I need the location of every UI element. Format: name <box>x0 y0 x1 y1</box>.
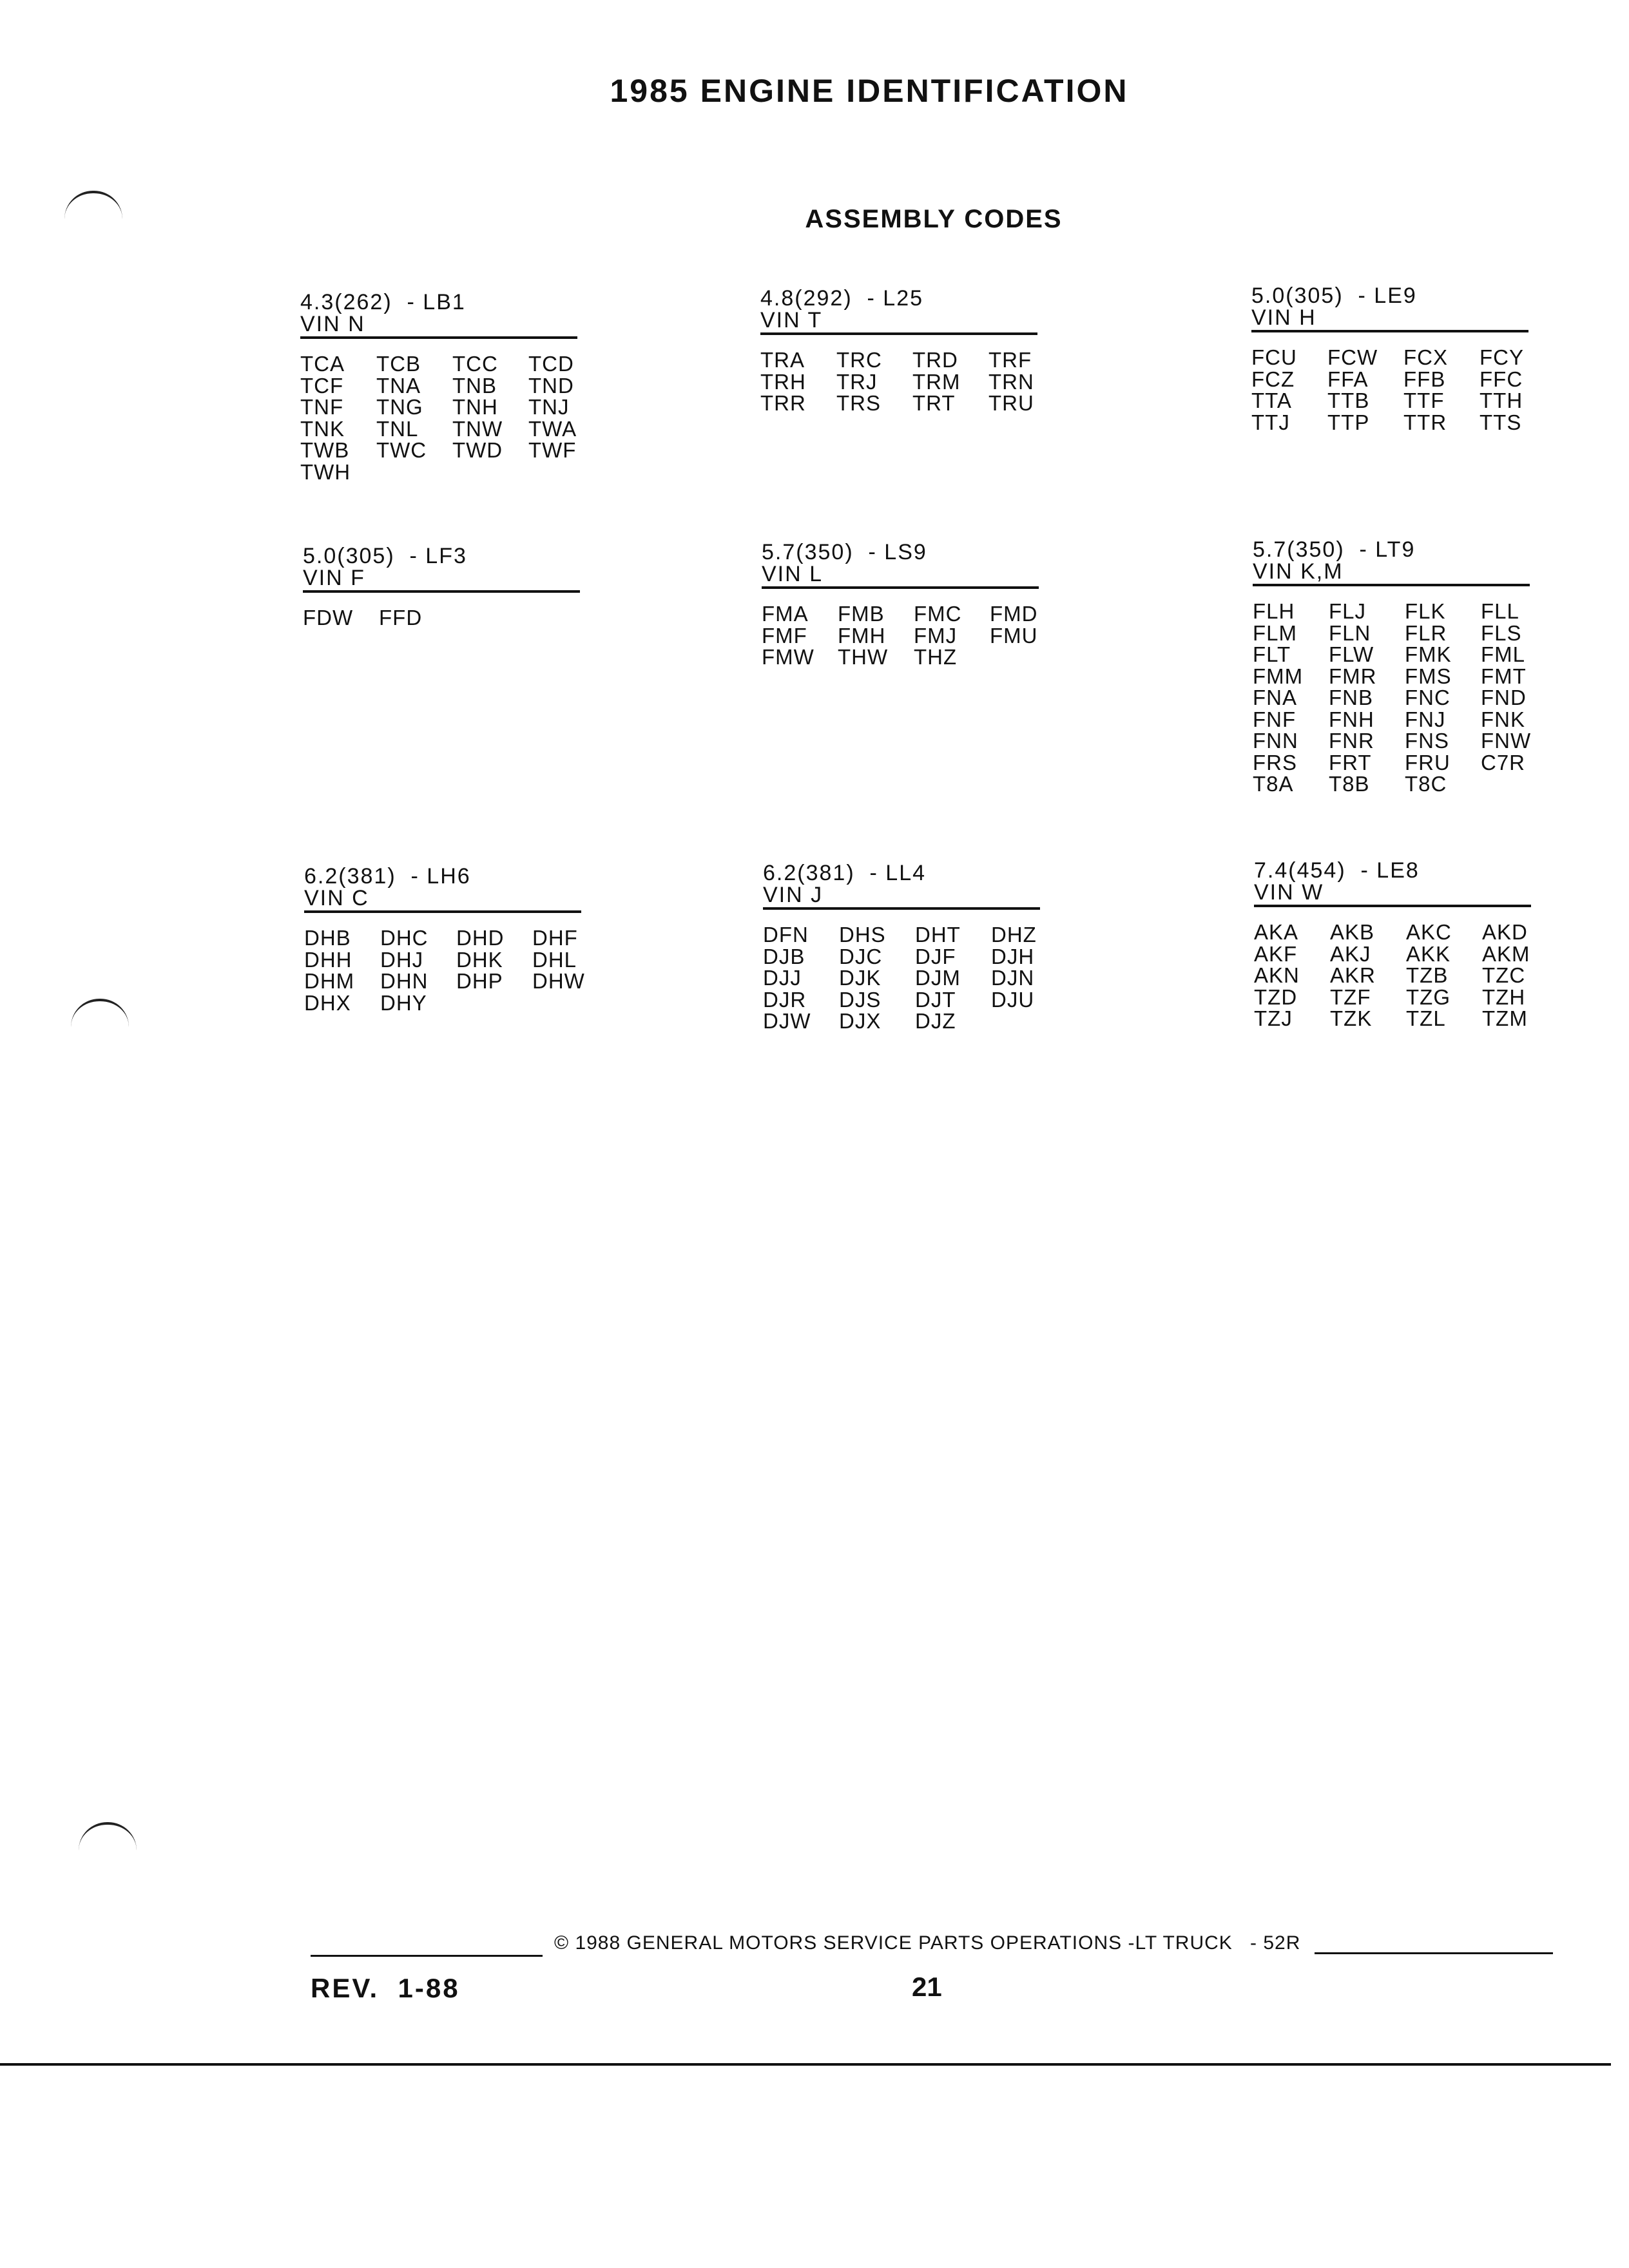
assembly-code: TCD <box>528 352 574 376</box>
assembly-code: TRA <box>760 348 805 372</box>
assembly-code: FDW <box>303 606 354 629</box>
assembly-code: TNG <box>376 395 423 419</box>
assembly-code: TTJ <box>1251 410 1290 434</box>
assembly-code: DHL <box>532 947 577 972</box>
assembly-code: T8B <box>1329 772 1370 796</box>
binder-hole-mark <box>79 1822 137 1850</box>
assembly-code: DHZ <box>991 923 1037 947</box>
assembly-code: FMH <box>838 623 886 648</box>
assembly-code: TNF <box>300 395 344 419</box>
binder-hole-mark <box>64 191 122 219</box>
assembly-code: TNB <box>452 373 497 398</box>
assembly-code: DJC <box>839 944 883 968</box>
assembly-code: TRD <box>912 348 958 372</box>
assembly-code: TZM <box>1482 1006 1528 1030</box>
assembly-code: TRM <box>912 369 961 394</box>
engine-heading: 7.4(454) - LE8 <box>1254 858 1420 883</box>
assembly-code: TRH <box>760 369 806 394</box>
assembly-code: DHC <box>380 926 429 950</box>
assembly-code: FNW <box>1481 729 1532 753</box>
assembly-code: DJJ <box>763 966 802 990</box>
assembly-code: FRU <box>1405 750 1451 774</box>
engine-heading: 5.7(350) - LT9 <box>1253 537 1416 562</box>
assembly-code: TNJ <box>528 395 570 419</box>
footer-rule-left <box>311 1955 543 1957</box>
assembly-code: THZ <box>914 645 958 669</box>
assembly-code: FRT <box>1329 750 1372 774</box>
assembly-code: TCA <box>300 352 345 376</box>
assembly-code: TZB <box>1406 963 1449 987</box>
assembly-code: DHH <box>304 947 352 972</box>
assembly-code: TND <box>528 373 574 398</box>
assembly-code: FNF <box>1253 707 1296 731</box>
assembly-code: TRC <box>836 348 882 372</box>
assembly-code: FND <box>1481 686 1527 709</box>
engine-vin: VIN C <box>304 886 369 910</box>
assembly-code: AKD <box>1482 920 1528 944</box>
assembly-code: TTR <box>1403 410 1447 434</box>
heading-rule <box>763 907 1040 910</box>
assembly-code: DJU <box>991 987 1035 1012</box>
assembly-code: FFC <box>1480 367 1523 391</box>
engine-block-lb1 <box>300 291 577 483</box>
assembly-code: TNK <box>300 416 345 441</box>
assembly-code: TNL <box>376 416 419 441</box>
engine-block-ls9 <box>762 541 1039 668</box>
footer-rule-right <box>1315 1952 1553 1954</box>
assembly-code: C7R <box>1481 750 1526 774</box>
engine-heading: 5.7(350) - LS9 <box>762 540 927 564</box>
heading-rule <box>760 332 1037 335</box>
assembly-code: AKR <box>1330 963 1376 987</box>
assembly-code: TWH <box>300 459 351 484</box>
assembly-code: DHY <box>380 990 427 1015</box>
assembly-code: DHW <box>532 969 585 993</box>
assembly-code: FMC <box>914 602 962 626</box>
assembly-code: TTS <box>1480 410 1522 434</box>
engine-heading: 4.8(292) - L25 <box>760 286 924 311</box>
assembly-code: FMS <box>1405 664 1452 688</box>
assembly-code: TRU <box>988 391 1034 415</box>
engine-heading: 5.0(305) - LE9 <box>1251 284 1417 308</box>
assembly-code: FNS <box>1405 729 1449 753</box>
page-title: 1985 ENGINE IDENTIFICATION <box>610 73 1129 109</box>
engine-vin: VIN L <box>762 562 824 586</box>
assembly-code: TZH <box>1482 985 1526 1009</box>
assembly-code: TTP <box>1327 410 1370 434</box>
assembly-code: TRT <box>912 391 956 415</box>
assembly-code: FCW <box>1327 345 1378 369</box>
assembly-code: FNK <box>1481 707 1525 731</box>
assembly-code: T8A <box>1253 772 1294 796</box>
assembly-code: TTF <box>1403 389 1445 412</box>
assembly-code: DJN <box>991 966 1035 990</box>
assembly-code: FFD <box>379 606 423 629</box>
engine-vin: VIN N <box>300 312 365 336</box>
assembly-code: DHS <box>839 923 886 947</box>
assembly-code: AKF <box>1254 941 1298 966</box>
engine-vin: VIN T <box>760 308 823 332</box>
assembly-code-list <box>300 353 577 483</box>
assembly-code: FMT <box>1481 664 1527 688</box>
binder-hole-mark <box>71 999 129 1027</box>
assembly-code: FNH <box>1329 707 1374 731</box>
assembly-code: FLT <box>1253 642 1291 666</box>
heading-rule <box>762 586 1039 589</box>
assembly-code: FCU <box>1251 345 1297 369</box>
heading-rule <box>300 336 577 339</box>
assembly-code: FLJ <box>1329 599 1367 623</box>
assembly-code: FLR <box>1405 620 1447 645</box>
assembly-code: TNH <box>452 395 498 419</box>
assembly-code: FMB <box>838 602 885 626</box>
assembly-code: AKN <box>1254 963 1300 987</box>
assembly-code: FNB <box>1329 686 1373 709</box>
assembly-code: FLK <box>1405 599 1446 623</box>
engine-block-lh6 <box>304 864 585 1015</box>
assembly-code: DJX <box>839 1009 882 1033</box>
assembly-code: TZK <box>1330 1006 1373 1030</box>
assembly-code: FRS <box>1253 750 1297 774</box>
assembly-code: TRJ <box>836 369 878 394</box>
assembly-code-list <box>1254 921 1531 1030</box>
assembly-code: TWB <box>300 438 350 462</box>
assembly-code: TWA <box>528 416 577 441</box>
assembly-code-list <box>1253 601 1530 795</box>
engine-block-ll4 <box>763 862 1040 1032</box>
assembly-code: TCF <box>300 373 344 398</box>
assembly-code: FMF <box>762 623 807 648</box>
assembly-code: DJW <box>763 1009 811 1033</box>
assembly-code: DJR <box>763 987 807 1012</box>
assembly-code: TZC <box>1482 963 1526 987</box>
assembly-code-list <box>304 926 585 1015</box>
assembly-code-list <box>1251 347 1528 433</box>
footer-copyright: © 1988 GENERAL MOTORS SERVICE PARTS OPERATIONS -LT TRUCK <box>554 1932 1233 1954</box>
engine-block-le8 <box>1254 860 1531 1030</box>
engine-vin: VIN W <box>1254 880 1324 905</box>
assembly-code: FMK <box>1405 642 1452 666</box>
assembly-code: FNR <box>1329 729 1374 753</box>
heading-rule <box>1253 584 1530 586</box>
assembly-code: DJF <box>915 944 956 968</box>
assembly-code: TWD <box>452 438 503 462</box>
engine-vin: VIN H <box>1251 305 1316 330</box>
assembly-code: T8C <box>1405 772 1447 796</box>
assembly-code: DJS <box>839 987 882 1012</box>
assembly-code: FCY <box>1480 345 1524 369</box>
engine-heading: 6.2(381) - LL4 <box>763 861 927 885</box>
assembly-code-list <box>760 349 1037 414</box>
engine-block-le9 <box>1251 285 1528 433</box>
assembly-code: AKC <box>1406 920 1452 944</box>
assembly-code: DFN <box>763 923 809 947</box>
assembly-code: DHD <box>456 926 505 950</box>
assembly-code: FCX <box>1403 345 1448 369</box>
assembly-code: FMA <box>762 602 809 626</box>
assembly-code: DJK <box>839 966 882 990</box>
assembly-code: AKB <box>1330 920 1375 944</box>
engine-vin: VIN F <box>303 566 365 590</box>
assembly-code: AKK <box>1406 941 1451 966</box>
assembly-code: TRF <box>988 348 1032 372</box>
assembly-code: FNJ <box>1405 707 1446 731</box>
assembly-code: TTH <box>1480 389 1523 412</box>
section-subtitle: ASSEMBLY CODES <box>805 205 1063 233</box>
footer-code: - 52R <box>1250 1932 1301 1954</box>
assembly-code: DJT <box>915 987 956 1012</box>
assembly-code: TTB <box>1327 389 1370 412</box>
assembly-code: TZG <box>1406 985 1451 1009</box>
assembly-code: TWF <box>528 438 577 462</box>
assembly-code: DHJ <box>380 947 424 972</box>
assembly-code: TCC <box>452 352 498 376</box>
assembly-code: FLH <box>1253 599 1295 623</box>
assembly-code: AKM <box>1482 941 1530 966</box>
engine-vin: VIN K,M <box>1253 559 1344 584</box>
engine-block-lf3 <box>303 545 580 629</box>
engine-block-l25 <box>760 287 1037 414</box>
assembly-code: DHT <box>915 923 961 947</box>
assembly-code: FMM <box>1253 664 1304 688</box>
heading-rule <box>303 590 580 593</box>
heading-rule <box>1251 330 1528 332</box>
assembly-code: FLW <box>1329 642 1374 666</box>
assembly-code: DJM <box>915 966 961 990</box>
heading-rule <box>304 910 581 913</box>
assembly-code: AKA <box>1254 920 1299 944</box>
assembly-code: FNN <box>1253 729 1298 753</box>
assembly-code: TZJ <box>1254 1006 1293 1030</box>
assembly-code: TZD <box>1254 985 1298 1009</box>
assembly-code: FML <box>1481 642 1525 666</box>
assembly-code: FMU <box>990 623 1038 648</box>
assembly-code: FNC <box>1405 686 1451 709</box>
revision-label: REV. 1-88 <box>311 1973 460 2003</box>
assembly-code: TRR <box>760 391 806 415</box>
assembly-code: FLM <box>1253 620 1297 645</box>
page-bottom-rule <box>0 2063 1611 2066</box>
assembly-code: FMW <box>762 645 815 669</box>
assembly-code: TTA <box>1251 389 1292 412</box>
assembly-code: FCZ <box>1251 367 1295 391</box>
assembly-code: FMD <box>990 602 1038 626</box>
assembly-code: DJZ <box>915 1009 956 1033</box>
assembly-code: DHP <box>456 969 503 993</box>
assembly-code: TCB <box>376 352 421 376</box>
assembly-code: TRN <box>988 369 1034 394</box>
assembly-code: DHN <box>380 969 429 993</box>
assembly-code: TNW <box>452 416 503 441</box>
assembly-code: DHM <box>304 969 355 993</box>
assembly-code: FLN <box>1329 620 1371 645</box>
engine-heading: 6.2(381) - LH6 <box>304 864 471 889</box>
assembly-code-list <box>303 607 580 629</box>
heading-rule <box>1254 905 1531 907</box>
assembly-code: THW <box>838 645 889 669</box>
assembly-code: TNA <box>376 373 421 398</box>
assembly-code: TWC <box>376 438 427 462</box>
assembly-code: DHK <box>456 947 503 972</box>
page-number: 21 <box>912 1972 942 2002</box>
assembly-code-list <box>763 924 1040 1032</box>
assembly-code: DJH <box>991 944 1035 968</box>
assembly-code: TRS <box>836 391 881 415</box>
assembly-code: FFA <box>1327 367 1369 391</box>
engine-vin: VIN J <box>763 883 824 907</box>
assembly-code: FMR <box>1329 664 1377 688</box>
engine-heading: 5.0(305) - LF3 <box>303 544 467 568</box>
assembly-code: AKJ <box>1330 941 1371 966</box>
assembly-code: FMJ <box>914 623 958 648</box>
assembly-code: FNA <box>1253 686 1297 709</box>
assembly-code: TZL <box>1406 1006 1446 1030</box>
assembly-code: FLS <box>1481 620 1522 645</box>
engine-block-lt9 <box>1253 539 1530 795</box>
assembly-code-list <box>762 603 1039 668</box>
assembly-code: DHF <box>532 926 578 950</box>
assembly-code: FLL <box>1481 599 1519 623</box>
engine-heading: 4.3(262) - LB1 <box>300 290 466 314</box>
assembly-code: DJB <box>763 944 805 968</box>
assembly-code: TZF <box>1330 985 1371 1009</box>
assembly-code: FFB <box>1403 367 1446 391</box>
assembly-code: DHB <box>304 926 351 950</box>
assembly-code: DHX <box>304 990 351 1015</box>
